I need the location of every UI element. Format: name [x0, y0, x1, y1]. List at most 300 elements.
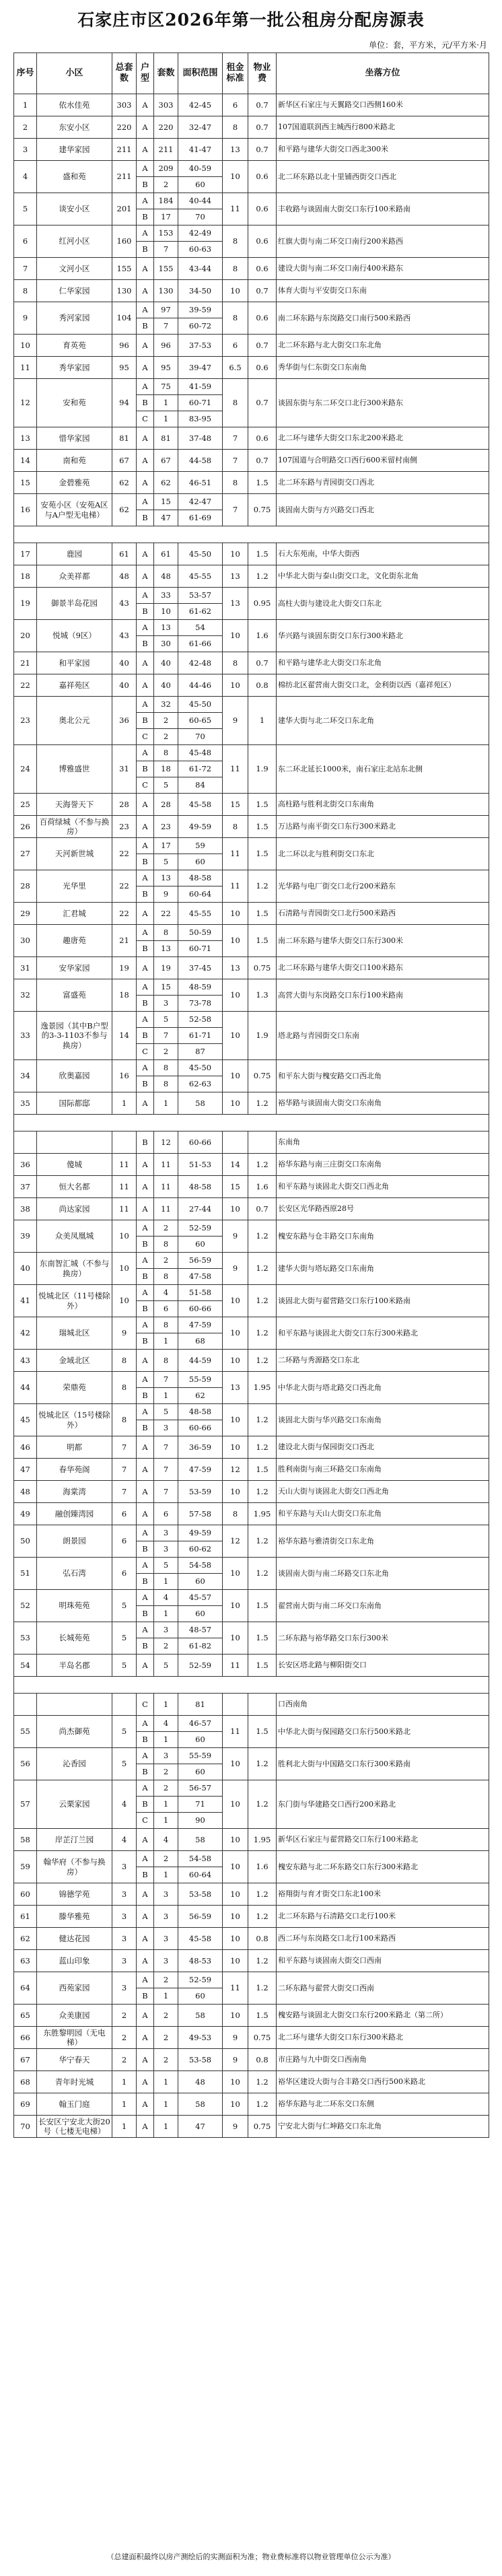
- table-cell: 二环东路与翟营大街交口西南: [277, 1972, 489, 2005]
- table-cell: A: [137, 302, 154, 318]
- table-cell: 52: [14, 1590, 37, 1622]
- table-cell: 1: [248, 697, 277, 745]
- table-cell: 裕翔街与育才街交口东北100米: [277, 1883, 489, 1906]
- table-cell: 56-59: [178, 1253, 223, 1269]
- table-cell: [14, 1694, 37, 1716]
- table-cell: A: [137, 620, 154, 636]
- table-row: [14, 620, 489, 636]
- table-cell: 62: [14, 1928, 37, 1950]
- table-cell: A: [137, 543, 154, 565]
- table-cell: A: [137, 2027, 154, 2049]
- table-cell: 1.5: [248, 1622, 277, 1655]
- table-cell: 43-44: [178, 258, 223, 280]
- table-cell: 奥北公元: [37, 697, 112, 745]
- table-row: [14, 1590, 489, 1606]
- table-cell: 0.6: [248, 225, 277, 258]
- table-cell: 4: [112, 1829, 137, 1851]
- table-cell: 60-64: [178, 1867, 223, 1883]
- table-cell: 15: [154, 979, 178, 996]
- table-cell: 40: [154, 652, 178, 674]
- table-cell: [248, 1132, 277, 1154]
- table-cell: 8: [154, 1060, 178, 1076]
- table-cell: 3: [112, 1972, 137, 2005]
- table-cell: 5: [14, 193, 37, 225]
- table-row: [14, 1503, 489, 1525]
- table-cell: 二环东路与裕华路交口东行300米: [277, 1622, 489, 1655]
- table-cell: B: [137, 1541, 154, 1558]
- table-cell: 220: [154, 116, 178, 139]
- table-cell: 43: [112, 620, 137, 652]
- table-row: [14, 2116, 489, 2138]
- table-cell: 47-59: [178, 1317, 223, 1333]
- table-cell: 58: [178, 1829, 223, 1851]
- table-cell: B: [137, 1638, 154, 1655]
- table-cell: 2: [154, 1851, 178, 1867]
- table-cell: 61-82: [178, 1638, 223, 1655]
- table-row: [14, 258, 489, 280]
- table-cell: A: [137, 1906, 154, 1928]
- table-cell: 5: [154, 777, 178, 794]
- table-cell: 42-49: [178, 225, 223, 242]
- table-cell: 4: [14, 161, 37, 193]
- table-cell: 38: [14, 1198, 37, 1220]
- table-cell: 红河小区: [37, 225, 112, 258]
- table-cell: A: [137, 794, 154, 816]
- table-cell: 19: [14, 588, 37, 620]
- table-cell: 2: [112, 2005, 137, 2027]
- table-cell: 谈固北大街与翟营路交口东行100米路南: [277, 1285, 489, 1317]
- table-cell: 10: [223, 979, 248, 1012]
- table-cell: 1.2: [248, 1748, 277, 1780]
- table-cell: 11: [223, 1655, 248, 1677]
- table-cell: 6: [112, 1503, 137, 1525]
- header-cell: 坐落方位: [277, 53, 489, 94]
- table-cell: B: [137, 1388, 154, 1404]
- table-cell: 10: [223, 925, 248, 957]
- table-cell: 155: [112, 258, 137, 280]
- table-cell: A: [137, 1220, 154, 1237]
- table-cell: 7: [223, 427, 248, 450]
- table-cell: 53-57: [178, 588, 223, 604]
- table-cell: 1: [154, 2093, 178, 2116]
- page-title: 石家庄市区2026年第一批公租房分配房源表: [77, 10, 425, 30]
- table-cell: 4: [154, 1716, 178, 1732]
- table-cell: 47-58: [178, 1269, 223, 1285]
- table-cell: 春华苑阁: [37, 1459, 112, 1481]
- table-cell: 6: [223, 335, 248, 357]
- table-cell: B: [137, 1606, 154, 1622]
- table-row: [14, 816, 489, 838]
- table-cell: 北二环东路与石清路交口北行100米: [277, 1906, 489, 1928]
- table-cell: 10: [223, 1950, 248, 1972]
- table-cell: 303: [154, 94, 178, 116]
- table-cell: B: [137, 1076, 154, 1092]
- table-cell: 3: [154, 1525, 178, 1541]
- table-cell: 69: [14, 2093, 37, 2116]
- table-cell: 23: [154, 816, 178, 838]
- table-cell: B: [137, 209, 154, 225]
- table-cell: 10: [223, 1092, 248, 1115]
- table-cell: 81: [154, 427, 178, 450]
- table-row: [14, 1928, 489, 1950]
- table-cell: 1.5: [248, 838, 277, 870]
- table-cell: 1: [154, 2071, 178, 2093]
- table-cell: 1.9: [248, 1012, 277, 1060]
- table-cell: 10: [223, 1436, 248, 1459]
- header-cell: 面积范围: [178, 53, 223, 94]
- table-cell: 逸景园（其中B户型的3-3-1103不参与换房）: [37, 1012, 112, 1060]
- table-cell: 天海誉天下: [37, 794, 112, 816]
- table-cell: 11: [223, 745, 248, 794]
- table-row: [14, 979, 489, 996]
- table-cell: 10: [223, 1622, 248, 1655]
- table-cell: 悦城北区（15号楼除外）: [37, 1404, 112, 1436]
- table-cell: 0.75: [248, 2116, 277, 2138]
- table-cell: 3: [154, 1883, 178, 1906]
- table-cell: 10: [223, 1780, 248, 1829]
- table-cell: 23: [14, 697, 37, 745]
- table-row: [14, 745, 489, 761]
- table-cell: B: [137, 886, 154, 903]
- table-cell: 34-50: [178, 280, 223, 302]
- table-cell: 68: [14, 2071, 37, 2093]
- table-cell: 翟营南大街与南二环交口东南角: [277, 1590, 489, 1622]
- table-cell: A: [137, 903, 154, 925]
- table-cell: 13: [223, 565, 248, 588]
- table-cell: 10: [223, 1350, 248, 1372]
- table-row: [14, 652, 489, 674]
- table-cell: 3: [112, 1851, 137, 1883]
- table-cell: 54-58: [178, 1851, 223, 1867]
- table-cell: 44-46: [178, 674, 223, 697]
- table-cell: A: [137, 816, 154, 838]
- table-row: [14, 1253, 489, 1269]
- table-cell: 4: [112, 1780, 137, 1829]
- table-cell: A: [137, 1748, 154, 1764]
- table-cell: 1.2: [248, 1404, 277, 1436]
- table-cell: 1.2: [248, 1220, 277, 1253]
- table-cell: 61-62: [178, 604, 223, 620]
- table-cell: 51: [14, 1558, 37, 1590]
- table-cell: 37-48: [178, 427, 223, 450]
- table-cell: 19: [112, 957, 137, 979]
- table-cell: C: [137, 1044, 154, 1060]
- table-cell: 7: [154, 1481, 178, 1503]
- table-cell: 众美凤凰城: [37, 1220, 112, 1253]
- table-row: [14, 1906, 489, 1928]
- table-cell: 56-57: [178, 1780, 223, 1797]
- table-cell: 1.5: [248, 903, 277, 925]
- table-cell: A: [137, 1655, 154, 1677]
- table-cell: 1.2: [248, 1950, 277, 1972]
- table-cell: 5: [154, 1558, 178, 1574]
- table-cell: B: [137, 1764, 154, 1780]
- table-cell: 60-65: [178, 713, 223, 729]
- table-cell: 1.2: [248, 870, 277, 903]
- table-cell: 10: [223, 1558, 248, 1590]
- table-cell: 2: [154, 2005, 178, 2027]
- table-cell: 东南角: [277, 1132, 489, 1154]
- table-row: [14, 1972, 489, 1988]
- table-row: [14, 427, 489, 450]
- table-cell: 48: [14, 1481, 37, 1503]
- table-cell: 鹿园: [37, 543, 112, 565]
- table-cell: 南二环东路与建华大街交口东行300米: [277, 925, 489, 957]
- table-cell: 62: [154, 472, 178, 494]
- table-cell: 3: [154, 1541, 178, 1558]
- table-cell: 61: [154, 543, 178, 565]
- table-cell: 46-57: [178, 1716, 223, 1732]
- table-cell: 67: [154, 450, 178, 472]
- table-cell: 40: [14, 1253, 37, 1285]
- table-cell: 1: [154, 1988, 178, 2005]
- table-cell: 和平路与建华北大街交口东北角: [277, 652, 489, 674]
- table-cell: 96: [112, 335, 137, 357]
- table-cell: B: [137, 1333, 154, 1350]
- table-cell: C: [137, 1813, 154, 1829]
- table-cell: 60: [178, 177, 223, 193]
- table-cell: 和平东路与谈固南大街交口西南: [277, 1950, 489, 1972]
- table-cell: 1.2: [248, 1780, 277, 1829]
- table-cell: 53-58: [178, 1883, 223, 1906]
- table-cell: 31: [112, 745, 137, 794]
- table-cell: 1: [154, 1694, 178, 1716]
- table-row: [14, 225, 489, 242]
- table-row: [14, 139, 489, 161]
- table-cell: A: [137, 745, 154, 761]
- table-cell: B: [137, 636, 154, 652]
- table-cell: 8: [154, 1350, 178, 1372]
- table-cell: 建华大街与塔坛路交口东南角: [277, 1253, 489, 1285]
- table-cell: A: [137, 652, 154, 674]
- table-cell: 10: [223, 161, 248, 193]
- table-cell: 6: [112, 1558, 137, 1590]
- table-cell: 14: [14, 450, 37, 472]
- table-cell: 7: [154, 1436, 178, 1459]
- table-cell: 37-53: [178, 335, 223, 357]
- table-cell: 52-59: [178, 1972, 223, 1988]
- table-cell: 2: [154, 1638, 178, 1655]
- table-cell: 15: [154, 494, 178, 510]
- table-cell: 秀河家园: [37, 302, 112, 335]
- table-cell: 高柱大街与建设北大街交口东北: [277, 588, 489, 620]
- table-cell: 22: [112, 838, 137, 870]
- table-cell: 10: [223, 2071, 248, 2093]
- table-cell: 40-44: [178, 193, 223, 209]
- table-cell: 44-59: [178, 1350, 223, 1372]
- table-cell: 2: [154, 1044, 178, 1060]
- table-row: [14, 1481, 489, 1503]
- table-cell: 11: [154, 1154, 178, 1176]
- table-cell: 明珠苑苑: [37, 1590, 112, 1622]
- table-cell: 87: [178, 1044, 223, 1060]
- table-cell: 107国道与合明路交口西行600米留村南侧: [277, 450, 489, 472]
- table-cell: B: [137, 1028, 154, 1044]
- table-cell: 11: [223, 1716, 248, 1748]
- table-cell: 5: [112, 1622, 137, 1655]
- table-cell: 48-58: [178, 870, 223, 886]
- table-cell: 1.2: [248, 1092, 277, 1115]
- table-cell: 百荷绿城（不参与换房）: [37, 816, 112, 838]
- table-cell: 和平东路与谈固北大街交口西北角: [277, 1176, 489, 1198]
- table-cell: 3: [154, 1420, 178, 1436]
- table-cell: A: [137, 870, 154, 886]
- table-cell: C: [137, 411, 154, 427]
- table-cell: 25: [14, 794, 37, 816]
- table-cell: 弘石湾: [37, 1558, 112, 1590]
- table-cell: 光华路与电厂街交口北行200米路东: [277, 870, 489, 903]
- table-cell: 光华里: [37, 870, 112, 903]
- table-cell: 北二环与建华大街交口东北200米路北: [277, 427, 489, 450]
- table-cell: 90: [178, 1813, 223, 1829]
- table-cell: [223, 1132, 248, 1154]
- table-cell: 10: [112, 1285, 137, 1317]
- table-row: [14, 1883, 489, 1906]
- table-cell: 育英苑: [37, 335, 112, 357]
- table-cell: 1.5: [248, 1716, 277, 1748]
- table-cell: 1.5: [248, 794, 277, 816]
- table-cell: 32: [154, 697, 178, 713]
- table-cell: A: [137, 1372, 154, 1388]
- table-cell: 仁华家园: [37, 280, 112, 302]
- table-cell: 60: [178, 1732, 223, 1748]
- table-cell: 1.2: [248, 1253, 277, 1285]
- table-cell: 7: [112, 1459, 137, 1481]
- table-row: [14, 794, 489, 816]
- table-cell: 7: [14, 258, 37, 280]
- table-cell: 8: [223, 258, 248, 280]
- table-cell: 0.7: [248, 1198, 277, 1220]
- table-cell: 54: [14, 1655, 37, 1677]
- table-cell: A: [137, 1716, 154, 1732]
- table-cell: 209: [154, 161, 178, 177]
- table-cell: 7: [154, 242, 178, 258]
- table-cell: 57-58: [178, 1503, 223, 1525]
- table-cell: 锦德学苑: [37, 1883, 112, 1906]
- table-cell: 3: [154, 1622, 178, 1638]
- table-cell: 17: [154, 209, 178, 225]
- table-cell: A: [137, 1481, 154, 1503]
- table-cell: 45-57: [178, 1590, 223, 1606]
- table-cell: 槐安东路与北二环东路交口东行300米路北: [277, 1851, 489, 1883]
- table-cell: A: [137, 116, 154, 139]
- table-cell: 1.2: [248, 1906, 277, 1928]
- table-cell: 12: [154, 1132, 178, 1154]
- table-cell: 17: [14, 543, 37, 565]
- table-cell: 棉纺北区翟营南大街交口北，金利街以西（嘉祥苑区）: [277, 674, 489, 697]
- table-cell: 1.5: [248, 2005, 277, 2027]
- table-cell: 45-58: [178, 794, 223, 816]
- table-cell: 48: [112, 565, 137, 588]
- table-cell: 安和苑: [37, 379, 112, 427]
- table-cell: 建华家园: [37, 139, 112, 161]
- table-cell: 1: [154, 411, 178, 427]
- table-cell: 北二环东路与青园街交口西北: [277, 472, 489, 494]
- table-cell: 18: [112, 979, 137, 1012]
- table-cell: 95: [154, 357, 178, 379]
- table-cell: 56: [14, 1748, 37, 1780]
- table-cell: 41-59: [178, 379, 223, 395]
- table-cell: 33: [14, 1012, 37, 1060]
- table-cell: 10: [223, 1481, 248, 1503]
- table-cell: 5: [112, 1716, 137, 1748]
- table-cell: 翰玉门庭: [37, 2093, 112, 2116]
- table-cell: 中华北大街与保园路交口东行500米路北: [277, 1716, 489, 1748]
- footnote: （总建面积最终以房产测绘后的实测面积为准；物业费标准将以物业管理单位公示为准）: [106, 2552, 396, 2561]
- table-cell: A: [137, 1092, 154, 1115]
- table-cell: 滕华雅苑: [37, 1906, 112, 1928]
- table-cell: 1: [154, 1092, 178, 1115]
- table-cell: 1.5: [248, 543, 277, 565]
- table-cell: A: [137, 94, 154, 116]
- table-cell: C: [137, 729, 154, 745]
- table-row: [14, 1404, 489, 1420]
- table-cell: A: [137, 1883, 154, 1906]
- table-cell: 29: [14, 903, 37, 925]
- table-cell: 8: [223, 652, 248, 674]
- table-cell: A: [137, 1558, 154, 1574]
- table-cell: A: [137, 1950, 154, 1972]
- table-cell: 42-45: [178, 94, 223, 116]
- table-cell: 天河新世城: [37, 838, 112, 870]
- table-cell: 11: [223, 838, 248, 870]
- table-cell: 53-59: [178, 1481, 223, 1503]
- table-cell: 北二环东路以北十里铺西街交口西北: [277, 161, 489, 193]
- table-cell: 15: [223, 1176, 248, 1198]
- table-cell: 秀华家园: [37, 357, 112, 379]
- table-cell: 5: [154, 1012, 178, 1028]
- table-row: [14, 543, 489, 565]
- table-row: [14, 1060, 489, 1076]
- table-cell: 60-62: [178, 1541, 223, 1558]
- table-cell: 0.6: [248, 357, 277, 379]
- table-cell: 0.6: [248, 161, 277, 193]
- table-cell: 49-59: [178, 1525, 223, 1541]
- table-cell: 御景半岛花园: [37, 588, 112, 620]
- table-cell: 1.2: [248, 1525, 277, 1558]
- table-cell: 61: [112, 543, 137, 565]
- table-cell: 36-59: [178, 1436, 223, 1459]
- table-cell: 趣唐苑: [37, 925, 112, 957]
- table-cell: 10: [154, 604, 178, 620]
- table-row: [14, 674, 489, 697]
- table-cell: 10: [14, 335, 37, 357]
- table-cell: 10: [223, 1748, 248, 1780]
- table-cell: 44-58: [178, 450, 223, 472]
- table-cell: B: [137, 996, 154, 1012]
- table-cell: A: [137, 161, 154, 177]
- table-cell: [112, 1132, 137, 1154]
- table-cell: 3: [154, 1906, 178, 1928]
- table-cell: 1: [112, 2116, 137, 2138]
- table-cell: 0.75: [248, 957, 277, 979]
- table-cell: 75: [154, 379, 178, 395]
- table-cell: 14: [112, 1012, 137, 1060]
- table-cell: 天山大街与谈固北大街交口西北角: [277, 1481, 489, 1503]
- table-cell: 明都: [37, 1436, 112, 1459]
- table-cell: A: [137, 450, 154, 472]
- table-cell: 4: [154, 1590, 178, 1606]
- table-cell: 39-59: [178, 302, 223, 318]
- table-cell: A: [137, 979, 154, 996]
- table-row: [14, 1558, 489, 1574]
- table-cell: B: [137, 761, 154, 777]
- table-cell: 1: [14, 94, 37, 116]
- table-cell: A: [137, 427, 154, 450]
- table-cell: A: [137, 1851, 154, 1867]
- table-cell: 11: [112, 1198, 137, 1220]
- table-cell: 7: [223, 494, 248, 526]
